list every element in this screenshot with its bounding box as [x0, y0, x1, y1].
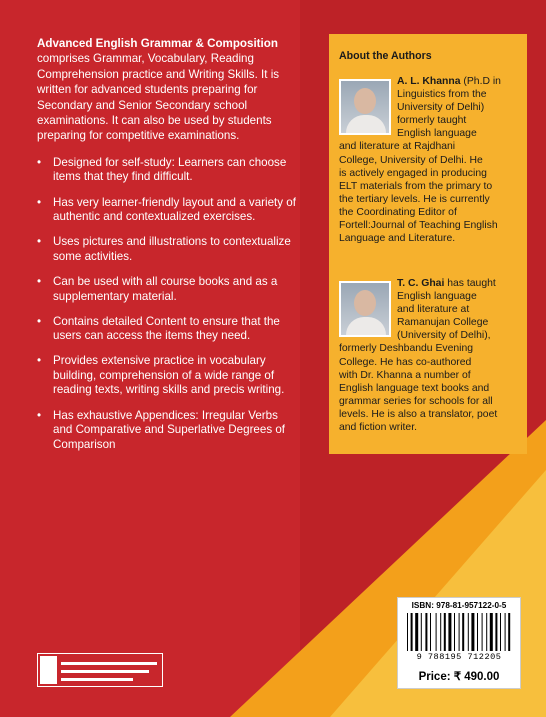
bullet-glyph: •: [37, 235, 42, 249]
publisher-logo-line: [61, 670, 149, 673]
bullet-glyph: •: [37, 314, 42, 328]
bullet-glyph: •: [37, 195, 42, 209]
author1-bio: [339, 75, 521, 245]
author2-bio-line: levels. He is also a translator, poet: [339, 408, 498, 420]
barcode-bar: [500, 613, 501, 651]
author2-bio-line: College. He has co-authored: [339, 356, 472, 368]
author2-bio-line: T. C. Ghai has taught: [397, 278, 496, 289]
author1-bio-line: the Coordinating Editor of: [339, 206, 457, 218]
author1-bio-line: English language: [397, 128, 477, 140]
barcode-bar: [462, 613, 464, 651]
author1-bio-line: the tertiary levels. He is currently: [339, 193, 490, 205]
barcode-bar: [468, 613, 469, 651]
intro-text: comprises Grammar, Vocabulary, Reading Comprehension practice and Writing Skills. It is written for advanced students preparing for Secondary and Senior Secondary school examinations. It can also be used by students preparing for competitive examinations.: [37, 52, 280, 143]
feature-text: Designed for self-study: Learners can choose items that they find difficult.: [53, 155, 287, 184]
publisher-logo: [37, 653, 163, 687]
author1-bio-line: A. L. Khanna (Ph.D in: [397, 76, 501, 87]
author2-bio-line: Ramanujan College: [397, 317, 489, 329]
barcode-bar: [421, 613, 422, 651]
barcode-bar: [486, 613, 487, 651]
author2-bio-line: and fiction writer.: [339, 422, 417, 434]
barcode-bar: [454, 613, 455, 651]
feature-text: Contains detailed Content to ensure that the users can access the items they need.: [53, 314, 280, 343]
barcode-bar: [482, 613, 483, 651]
feature-item: [37, 409, 297, 453]
price-text: Price: ₹ 490.00: [418, 671, 500, 683]
feature-item: [37, 156, 297, 185]
barcode-bar: [471, 613, 474, 651]
publisher-logo-line: [61, 662, 157, 665]
author2-bio-line: English language: [397, 291, 477, 303]
author1-bio-line: Language and Literature.: [339, 233, 456, 245]
author2-bio-line: English language text books and: [339, 382, 490, 394]
author2-bio: [339, 277, 521, 434]
barcode-digits: 9 788195 712205: [416, 652, 502, 662]
author1-bio-line: ELT materials from the primary to: [339, 180, 493, 192]
barcode-bar: [440, 613, 441, 651]
bullet-glyph: •: [37, 408, 42, 422]
barcode-bar: [495, 613, 497, 651]
publisher-logo-line: [61, 678, 133, 681]
barcode-bar: [407, 613, 408, 651]
barcode-bar: [459, 613, 460, 651]
feature-text: Provides extensive practice in vocabulary building, comprehension of a wide range of reading texts, writing skills and precis writing.: [53, 354, 285, 397]
author2-bio-line: grammar series for schools for all: [339, 395, 493, 407]
barcode-graphic: [406, 613, 512, 651]
bullet-glyph: •: [37, 274, 42, 288]
barcode-bar: [490, 613, 493, 651]
bullet-glyph: •: [37, 155, 42, 169]
barcode-bar: [411, 613, 413, 651]
description-column: [37, 36, 297, 463]
publisher-logo-mark: [40, 656, 57, 684]
barcode-bar: [448, 613, 451, 651]
feature-item: [37, 354, 297, 398]
author2-name: T. C. Ghai: [397, 278, 445, 289]
author1-bio-line: University of Delhi): [397, 102, 485, 114]
barcode-bar: [436, 613, 437, 651]
barcode-bar: [430, 613, 431, 651]
author1-bio-line: is actively engaged in producing: [339, 167, 487, 179]
author1-bio-line: formerly taught: [397, 115, 467, 127]
barcode-bar: [508, 613, 510, 651]
book-title: Advanced English Grammar & Composition: [37, 37, 278, 50]
feature-text: Uses pictures and illustrations to contextualize some activities.: [53, 235, 291, 263]
author1-bio-line: and literature at Rajdhani: [339, 141, 456, 153]
barcode-bar: [425, 613, 427, 651]
barcode-bar: [505, 613, 506, 651]
isbn-text: ISBN: 978-81-957122-0-5: [411, 601, 507, 610]
feature-item: [37, 275, 297, 304]
barcode-bar: [477, 613, 478, 651]
feature-text: Can be used with all course books and as a supplementary material.: [53, 274, 278, 303]
author2-bio-line: and literature at: [397, 304, 470, 316]
intro-paragraph: [37, 36, 297, 144]
barcode-bar: [444, 613, 446, 651]
author1-name: A. L. Khanna: [397, 76, 461, 87]
author1-bio-line: Linguistics from the: [397, 89, 487, 101]
author1-bio-line: College, University of Delhi. He: [339, 154, 483, 166]
author1-bio-line: Fortell:Journal of Teaching English: [339, 220, 498, 232]
barcode-bar: [415, 613, 418, 651]
feature-text: Has exhaustive Appendices: Irregular Verbs and Comparative and Superlative Degrees of Comparison: [53, 408, 286, 451]
bullet-glyph: •: [37, 354, 42, 368]
about-authors-panel: [329, 34, 527, 454]
feature-item: [37, 196, 297, 225]
feature-list: [37, 156, 297, 453]
feature-item: [37, 235, 297, 264]
feature-item: [37, 315, 297, 344]
barcode-box: [397, 597, 521, 689]
author2-bio-line: (University of Delhi),: [397, 330, 491, 342]
author2-bio-line: formerly Deshbandu Evening: [339, 343, 473, 355]
feature-text: Has very learner-friendly layout and a variety of authentic and contextualized exercises.: [53, 195, 296, 224]
author2-bio-line: with Dr. Khanna a number of: [339, 369, 471, 381]
authors-heading: About the Authors: [339, 50, 432, 62]
